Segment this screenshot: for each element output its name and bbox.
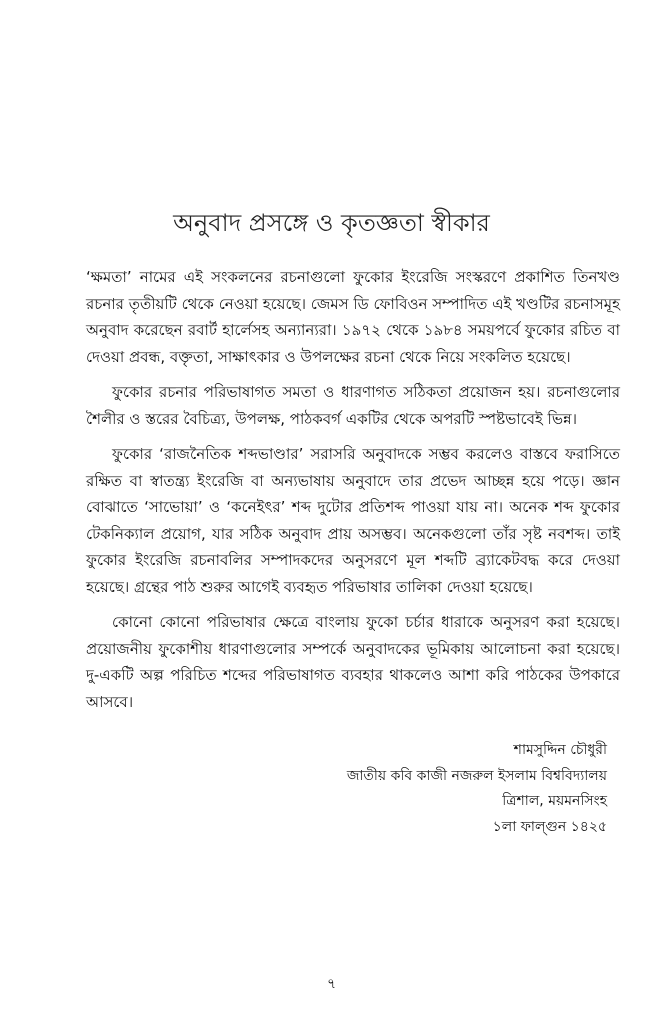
page-title: অনুবাদ প্রসঙ্গে ও কৃতজ্ঞতা স্বীকার (173, 209, 490, 237)
paragraph-1: ‘ক্ষমতা’ নামের এই সংকলনের রচনাগুলো ফুকোর ইংরেজি সংস্করণে প্রকাশিত তিনখণ্ড রচনার তৃতীয়টি থেকে নেওয়া হয়েছে। জেমস ডি ফোবিওন সম্পাদিত এই খণ্ডটির রচনাসমূহ অনুবাদ করেছেন রবার্ট হার্লেসহ অন্যান্যরা। ১৯৭২ থেকে ১৯৮৪ সময়পর্বে ফুকোর রচিত বা দেওয়া প্রবন্ধ, বক্তৃতা, সাক্ষাৎকার ও উপলক্ষের রচনা থেকে নিয়ে সংকলিত হয়েছে। (86, 268, 620, 366)
author-institution: জাতীয় কবি কাজী নজরুল ইসলাম বিশ্ববিদ্যালয় (346, 767, 607, 784)
page-number: ৭ (326, 976, 337, 992)
author-name: শামসুদ্দিন চৌধুরী (513, 742, 607, 758)
signature-date: ১লা ফাল্গুন ১৪২৫ (492, 818, 607, 835)
paragraph-4: কোনো কোনো পরিভাষার ক্ষেত্রে বাংলায় ফুকো চর্চার ধারাকে অনুসরণ করা হয়েছে। প্রয়োজনীয় ফুকোশীয় ধারণাগুলোর সম্পর্কে অনুবাদকের ভূমিকায় আলোচনা করা হয়েছে। দু-একটি অল্প পরিচিত শব্দের পরিভাষাগত ব্যবহার থাকলেও আশা করি পাঠকের উপকারে আসবে। (86, 613, 620, 711)
preface-body (86, 264, 620, 724)
paragraph-3: ফুকোর ‘রাজনৈতিক শব্দভাণ্ডার’ সরাসরি অনুবাদকে সম্ভব করলেও বাস্তবে ফরাসিতে রক্ষিত বা স্বাতন্ত্র্য ইংরেজি বা অন্যভাষায় অনুবাদে তার প্রভেদ আচ্ছন্ন হয়ে পড়ে। জ্ঞান বোঝাতে ‘সাভোয়া’ ও ‘কনেইৎর’ শব্দ দুটোর প্রতিশব্দ পাওয়া যায় না। অনেক শব্দ ফুকোর টেকনিক্যাল প্রয়োগ, যার সঠিক অনুবাদ প্রায় অসম্ভব। অনেকগুলো তাঁর সৃষ্ট নবশব্দ। তাই ফুকোর ইংরেজি রচনাবলির সম্পাদকদের অনুসরণে মূল শব্দটি ব্র্যাকেটবদ্ধ করে দেওয়া হয়েছে। গ্রন্থের পাঠ শুরুর আগেই ব্যবহৃত পরিভাষার তালিকা দেওয়া হয়েছে। (86, 445, 620, 596)
signature-block (347, 738, 607, 840)
paragraph-2: ফুকোর রচনার পরিভাষাগত সমতা ও ধারণাগত সঠিকতা প্রয়োজন হয়। রচনাগুলোর শৈলীর ও স্তরের বৈচিত্র্য, উপলক্ষ, পাঠকবর্গ একটির থেকে অপরটি স্পষ্টভাবেই ভিন্ন। (86, 383, 620, 428)
author-location: ত্রিশাল, ময়মনসিংহ (502, 793, 607, 809)
